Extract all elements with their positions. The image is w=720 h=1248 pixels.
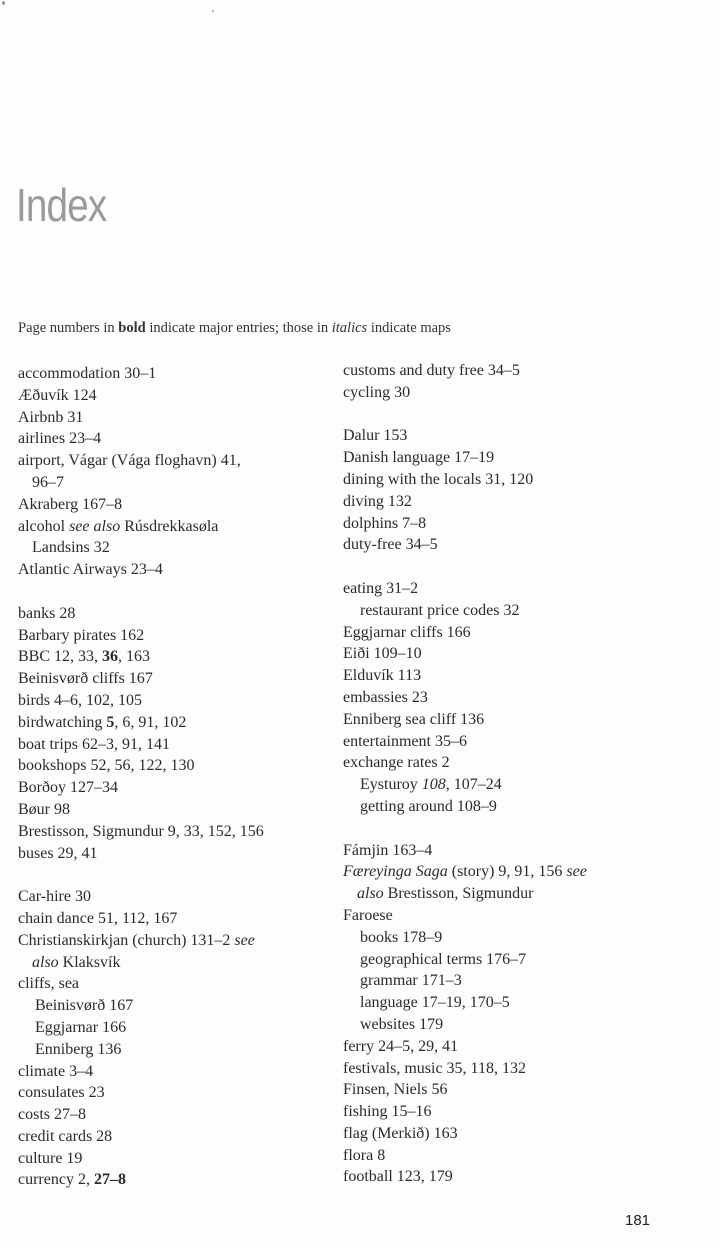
index-intro-note: Page numbers in bold indicate major entries; those in italics indicate maps	[18, 320, 451, 336]
index-entry: football 123, 179	[343, 1168, 453, 1186]
index-entry: Faroese	[343, 906, 393, 924]
index-entry: Enniberg sea cliff 136	[343, 710, 485, 728]
index-subentry: grammar 171–3	[360, 972, 462, 990]
index-entry: Æðuvík 124	[18, 386, 97, 404]
index-entry: buses 29, 41	[18, 844, 98, 862]
index-entry: flag (Merkið) 163	[343, 1124, 458, 1142]
index-entry-continuation: also Klaksvík	[32, 953, 121, 971]
index-entry: airport, Vágar (Vága floghavn) 41,	[18, 452, 241, 470]
index-entry: Finsen, Niels 56	[343, 1081, 448, 1099]
index-entry: BBC 12, 33, 36, 163	[18, 648, 151, 666]
index-entry: dolphins 7–8	[343, 514, 427, 532]
index-entry: eating 31–2	[343, 579, 419, 597]
index-entry: Christianskirkjan (church) 131–2 see	[18, 931, 255, 949]
index-entry: Atlantic Airways 23–4	[18, 561, 163, 579]
index-entry: Borðoy 127–34	[18, 779, 118, 797]
index-entry: Brestisson, Sigmundur 9, 33, 152, 156	[18, 822, 264, 840]
index-entry: diving 132	[343, 492, 412, 510]
index-entry: Elduvík 113	[343, 667, 422, 685]
scan-speck	[2, 1, 5, 5]
index-entry: accommodation 30–1	[18, 365, 157, 382]
index-entry: flora 8	[343, 1146, 386, 1164]
index-entry: Eiði 109–10	[343, 645, 422, 663]
index-entry: climate 3–4	[18, 1062, 94, 1080]
index-entry: credit cards 28	[18, 1127, 113, 1145]
index-entry: airlines 23–4	[18, 430, 102, 448]
index-subentry: Enniberg 136	[35, 1040, 122, 1058]
index-entry: boat trips 62–3, 91, 141	[18, 735, 170, 753]
index-column-right	[343, 360, 683, 1188]
index-entry: birdwatching 5, 6, 91, 102	[18, 713, 187, 731]
index-entry: Akraberg 167–8	[18, 495, 123, 513]
index-subentry: language 17–19, 170–5	[360, 994, 510, 1012]
index-entry: culture 19	[18, 1149, 83, 1167]
index-entry-continuation: also Brestisson, Sigmundur	[357, 885, 534, 903]
index-entry: Færeyinga Saga (story) 9, 91, 156 see	[343, 863, 587, 881]
index-column-left	[18, 363, 338, 1191]
index-entry: Airbnb 31	[18, 408, 84, 426]
index-entry: cliffs, sea	[18, 975, 80, 993]
index-entry: costs 27–8	[18, 1106, 86, 1124]
index-entry: chain dance 51, 112, 167	[18, 909, 178, 927]
page-title: Index	[16, 179, 107, 231]
index-subentry: Beinisvørð 167	[35, 997, 134, 1015]
index-entry-continuation: 96–7	[32, 473, 64, 491]
index-entry-continuation: Landsins 32	[32, 539, 110, 557]
index-subentry: Eggjarnar 166	[35, 1018, 127, 1036]
index-entry: entertainment 35–6	[343, 732, 467, 750]
index-subentry: restaurant price codes 32	[360, 601, 520, 619]
index-entry: ferry 24–5, 29, 41	[343, 1037, 459, 1055]
index-entry: Eggjarnar cliffs 166	[343, 623, 471, 641]
index-subentry: books 178–9	[360, 928, 443, 946]
index-entry: festivals, music 35, 118, 132	[343, 1059, 526, 1077]
index-entry: embassies 23	[343, 688, 428, 706]
index-entry: Barbary pirates 162	[18, 626, 145, 644]
index-subentry: geographical terms 176–7	[360, 950, 527, 968]
index-subentry: Eysturoy 108, 107–24	[360, 776, 502, 794]
index-entry: Fámjin 163–4	[343, 841, 433, 859]
page-number: 181	[625, 1212, 651, 1229]
index-entry: Bøur 98	[18, 800, 70, 818]
index-entry: banks 28	[18, 604, 76, 622]
index-subentry: websites 179	[360, 1015, 444, 1033]
index-entry: currency 2, 27–8	[18, 1171, 126, 1189]
index-entry: birds 4–6, 102, 105	[18, 691, 142, 709]
index-entry: exchange rates 2	[343, 754, 450, 772]
index-entry: consulates 23	[18, 1084, 105, 1102]
index-entry: customs and duty free 34–5	[343, 362, 520, 379]
scan-speck	[212, 10, 214, 12]
index-entry: Car-hire 30	[18, 888, 91, 906]
index-entry: bookshops 52, 56, 122, 130	[18, 757, 195, 775]
index-entry: fishing 15–16	[343, 1103, 432, 1121]
index-entry: Beinisvørð cliffs 167	[18, 670, 153, 688]
index-entry: duty-free 34–5	[343, 536, 438, 554]
index-entry: dining with the locals 31, 120	[343, 470, 534, 488]
index-subentry: getting around 108–9	[360, 797, 497, 815]
index-entry: alcohol see also Rúsdrekkasøla	[18, 517, 219, 535]
index-entry: Dalur 153	[343, 427, 408, 445]
index-entry: cycling 30	[343, 383, 411, 401]
index-entry: Danish language 17–19	[343, 449, 495, 467]
